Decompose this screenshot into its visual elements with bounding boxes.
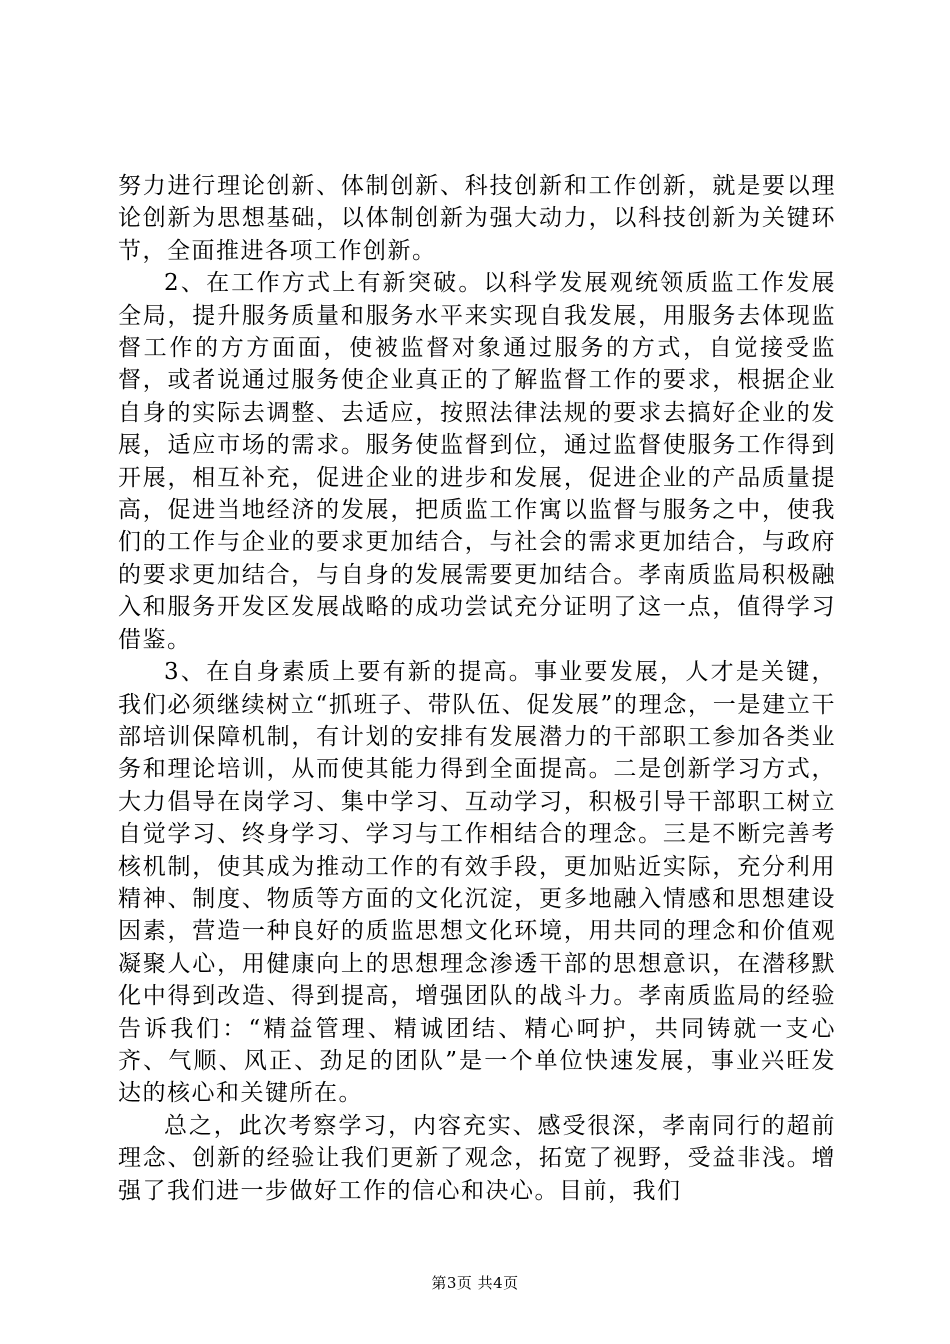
paragraph-self-quality: 3、在自身素质上要有新的提高。事业要发展，人才是关键，我们必须继续树立“抓班子、带队伍、促发展”的理念，一是建立干部培训保障机制，有计划的安排有发展潜力的干部职工参加各类业务和理论培训，从而使其能力得到全面提高。二是创新学习方式，大力倡导在岗学习、集中学习、互动学习，积极引导干部职工树立自觉学习、终身学习、学习与工作相结合的理念。三是不断完善考核机制，使其成为推动工作的有效手段，更加贴近实际，充分利用精神、制度、物质等方面的文化沉淀，更多地融入情感和思想建设因素，营造一种良好的质监思想文化环境，用共同的理念和价值观凝聚人心，用健康向上的思想理念渗透干部的思想意识，在潜移默化中得到改造、得到提高，增强团队的战斗力。孝南质监局的经验告诉我们：“精益管理、精诚团结、精心呵护，共同铸就一支心齐、气顺、风正、劲足的团队”是一个单位快速发展，事业兴旺发达的核心和关键所在。 <box>118 659 836 1107</box>
paragraph-conclusion: 总之，此次考察学习，内容充实、感受很深，孝南同行的超前理念、创新的经验让我们更新了观念，拓宽了视野，受益非浅。增强了我们进一步做好工作的信心和决心。目前，我们 <box>118 1112 836 1204</box>
paragraph-innovation-summary: 努力进行理论创新、体制创新、科技创新和工作创新，就是要以理论创新为思想基础，以体制创新为强大动力，以科技创新为关键环节，全面推进各项工作创新。 <box>118 173 836 264</box>
document-body <box>118 170 836 1207</box>
page-number-footer: 第3页 共4页 <box>431 1274 519 1292</box>
paragraph-work-method: 2、在工作方式上有新突破。以科学发展观统领质监工作发展全局，提升服务质量和服务水平来实现自我发展，用服务去体现监督工作的方方面面，使被监督对象通过服务的方式，自觉接受监督，或者说通过服务使企业真正的了解监督工作的要求，根据企业自身的实际去调整、去适应，按照法律法规的要求去搞好企业的发展，适应市场的需求。服务使监督到位，通过监督使服务工作得到开展，相互补充，促进企业的进步和发展，促进企业的产品质量提高，促进当地经济的发展，把质监工作寓以监督与服务之中，使我们的工作与企业的要求更加结合，与社会的需求更加结合，与政府的要求更加结合，与自身的发展需要更加结合。孝南质监局积极融入和服务开发区发展战略的成功尝试充分证明了这一点，值得学习借鉴。 <box>118 270 836 653</box>
